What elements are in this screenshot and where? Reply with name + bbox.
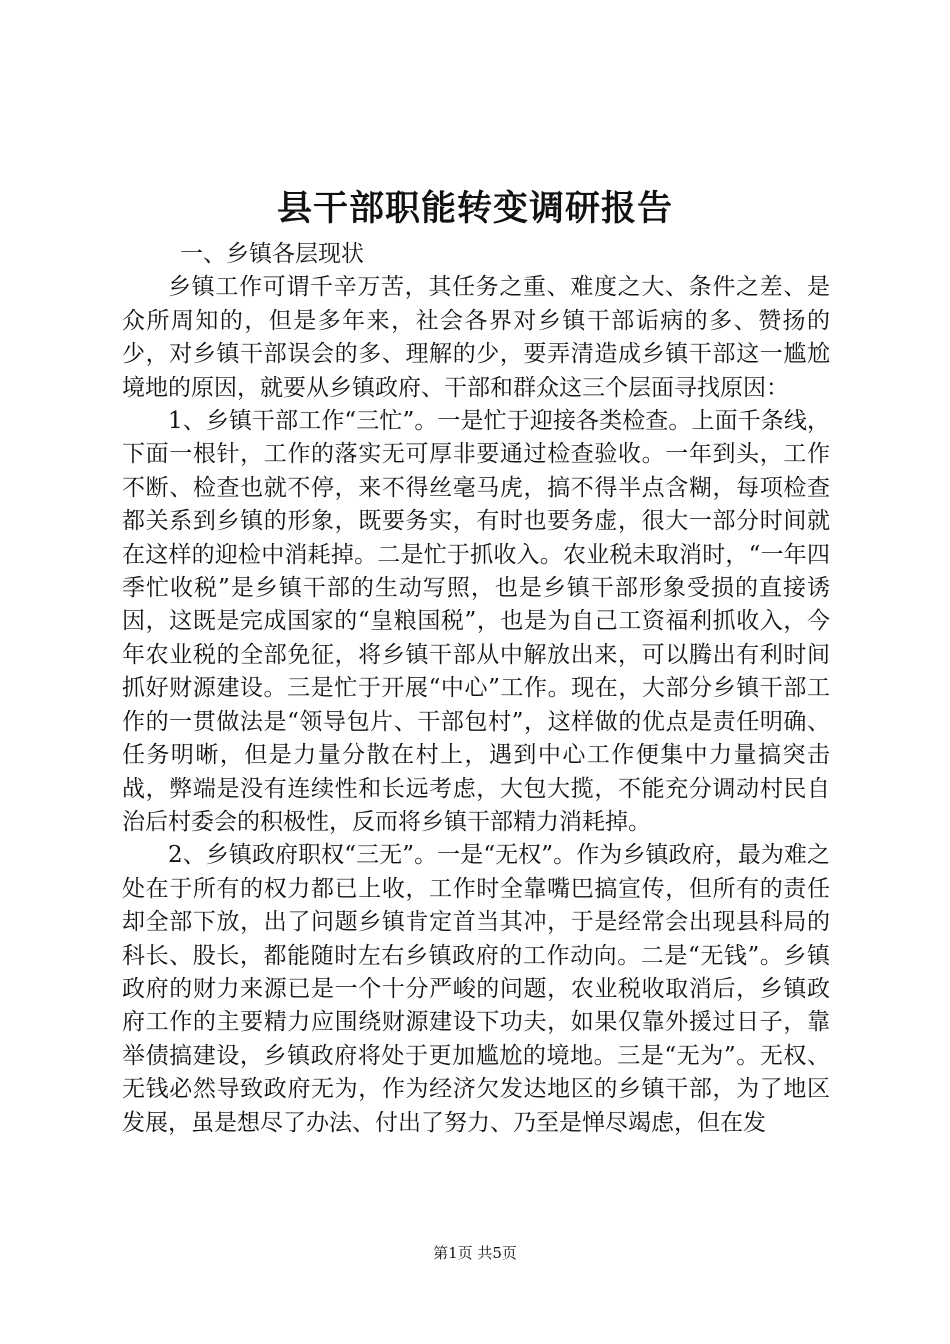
document-body: [122, 238, 830, 1140]
document-title: 县干部职能转变调研报告: [276, 188, 673, 229]
paragraph-intro: 乡镇工作可谓千辛万苦，其任务之重、难度之大、条件之差、是众所周知的，但是多年来，社会各界对乡镇干部诟病的多、赞扬的少，对乡镇干部误会的多、理解的少，要弄清造成乡镇干部这一尴尬境地的原因，就要从乡镇政府、干部和群众这三个层面寻找原因：: [122, 274, 830, 401]
paragraph-section-1: 1、乡镇干部工作“三忙”。一是忙于迎接各类检查。上面千条线，下面一根针，工作的落实无可厚非要通过检查验收。一年到头，工作不断、检查也就不停，来不得丝毫马虎，搞不得半点含糊，每项检查都关系到乡镇的形象，既要务实，有时也要务虚，很大一部分时间就在这样的迎检中消耗掉。二是忙于抓收入。农业税未取消时，“一年四季忙收税”是乡镇干部的生动写照，也是乡镇干部形象受损的直接诱因，这既是完成国家的“皇粮国税”，也是为自己工资福利抓收入，今年农业税的全部免征，将乡镇干部从中解放出来，可以腾出有利时间抓好财源建设。三是忙于开展“中心”工作。现在，大部分乡镇干部工作的一贯做法是“领导包片、干部包村”，这样做的优点是责任明确、任务明晰，但是力量分散在村上，遇到中心工作便集中力量搞突击战，弊端是没有连续性和长远考虑，大包大揽，不能充分调动村民自治后村委会的积极性，反而将乡镇干部精力消耗掉。: [122, 408, 830, 835]
page-footer: 第1页 共5页: [433, 1244, 517, 1262]
section-heading: 一、乡镇各层现状: [180, 241, 364, 267]
paragraph-section-2: 2、乡镇政府职权“三无”。一是“无权”。作为乡镇政府，最为难之处在于所有的权力都已上收，工作时全靠嘴巴搞宣传，但所有的责任却全部下放，出了问题乡镇肯定首当其冲，于是经常会出现县科局的科长、股长，都能随时左右乡镇政府的工作动向。二是“无钱”。乡镇政府的财力来源已是一个十分严峻的问题，农业税收取消后，乡镇政府工作的主要精力应围绕财源建设下功夫，如果仅靠外援过日子，靠举债搞建设，乡镇政府将处于更加尴尬的境地。三是“无为”。无权、无钱必然导致政府无为，作为经济欠发达地区的乡镇干部，为了地区发展，虽是想尽了办法、付出了努力、乃至是惮尽竭虑，但在发: [122, 842, 830, 1136]
